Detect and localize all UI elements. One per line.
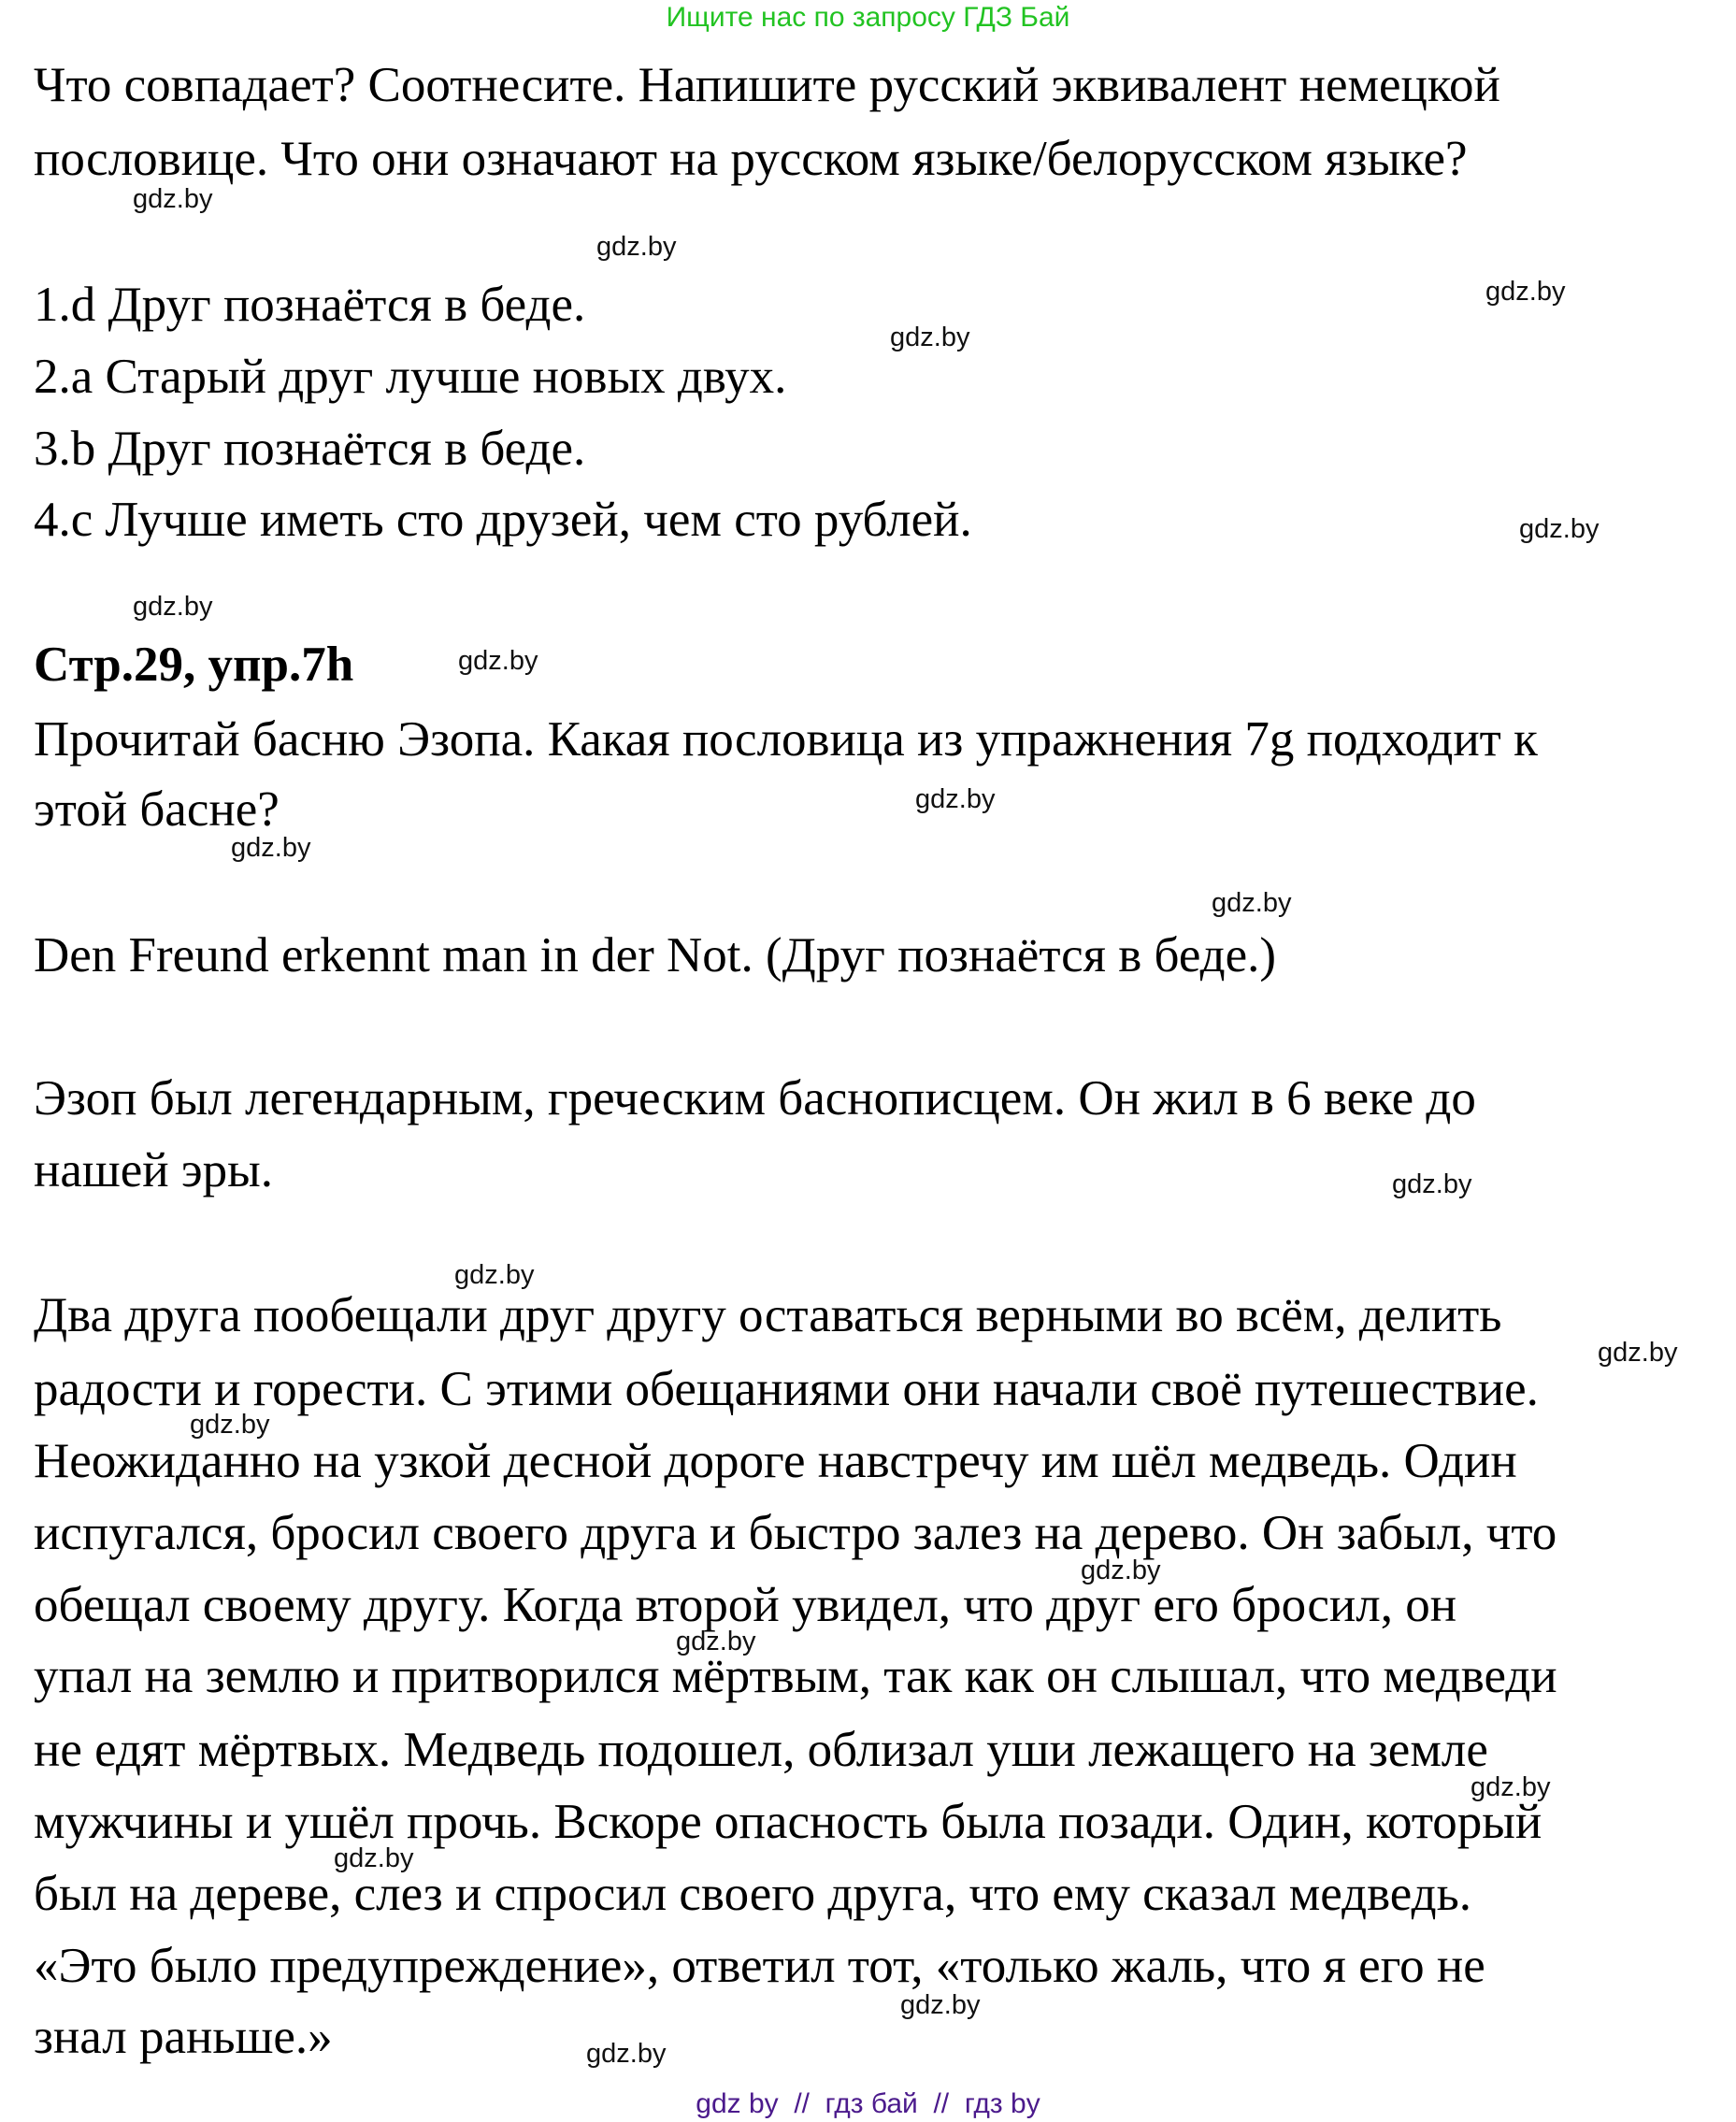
watermark: gdz.by [1081,1556,1161,1585]
watermark: gdz.by [676,1627,756,1656]
fable-line: радости и горести. С этими обещаниями они начали своё путешествие. [34,1362,1539,1416]
task-text: пословице. Что они означают на русском языке/белорусском языке? [34,132,1468,186]
watermark: gdz.by [915,784,996,814]
watermark: gdz.by [900,1990,981,2020]
watermark: gdz.by [1471,1772,1551,1802]
fable-line: мужчины и ушёл прочь. Вскоре опасность была позади. Один, который [34,1795,1542,1849]
watermark: gdz.by [458,646,538,676]
fable-line: «Это было предупреждение», ответил тот, «только жаль, что я его не [34,1939,1485,1993]
watermark: gdz.by [133,592,213,622]
answer-line: 2.a Старый друг лучше новых двух. [34,350,787,404]
watermark: gdz.by [231,833,311,863]
answer-line: 4.c Лучше иметь сто друзей, чем сто рублей. [34,493,972,547]
answer-line: 3.b Друг познаётся в беде. [34,422,586,476]
watermark: gdz.by [596,232,677,262]
watermark: gdz.by [1519,514,1600,544]
watermark: gdz.by [454,1260,535,1290]
site-banner[interactable]: Ищите нас по запросу ГДЗ Бай [666,2,1070,33]
answer-line: 1.d Друг познаётся в беде. [34,278,586,332]
fable-line: Два друга пообещали друг другу оставаться верными во всём, делить [34,1288,1502,1342]
question-text: Прочитай басню Эзопа. Какая пословица из упражнения 7g подходит к [34,712,1538,767]
answer-text: Den Freund erkennt man in der Not. (Друг познаётся в беде.) [34,928,1277,982]
question-text: этой басне? [34,782,280,837]
watermark: gdz.by [190,1410,270,1440]
fable-line: упал на землю и притворился мёртвым, так как он слышал, что медведи [34,1649,1557,1703]
fable-line: был на дереве, слез и спросил своего друга, что ему сказал медведь. [34,1867,1472,1921]
fable-line: знал раньше.» [34,2010,333,2064]
about-text: Эзоп был легендарным, греческим баснописцем. Он жил в 6 веке до [34,1071,1476,1126]
footer-links[interactable]: gdz by // гдз бай // гдз by [696,2088,1040,2119]
exercise-heading: Стр.29, упр.7h [34,638,354,692]
fable-line: не едят мёртвых. Медведь подошел, облизал уши лежащего на земле [34,1723,1488,1777]
watermark: gdz.by [334,1843,414,1873]
fable-line: Неожиданно на узкой десной дороге навстречу им шёл медведь. Один [34,1434,1517,1488]
watermark: gdz.by [1392,1169,1472,1199]
watermark: gdz.by [1598,1338,1678,1368]
fable-line: испугался, бросил своего друга и быстро залез на дерево. Он забыл, что [34,1506,1557,1560]
about-text: нашей эры. [34,1143,273,1197]
watermark: gdz.by [133,184,213,214]
watermark: gdz.by [1212,888,1292,918]
task-text: Что совпадает? Соотнесите. Напишите русский эквивалент немецкой [34,58,1500,112]
watermark: gdz.by [586,2039,667,2069]
watermark: gdz.by [1485,277,1566,307]
fable-line: обещал своему другу. Когда второй увидел, что друг его бросил, он [34,1578,1457,1632]
watermark: gdz.by [890,323,970,352]
